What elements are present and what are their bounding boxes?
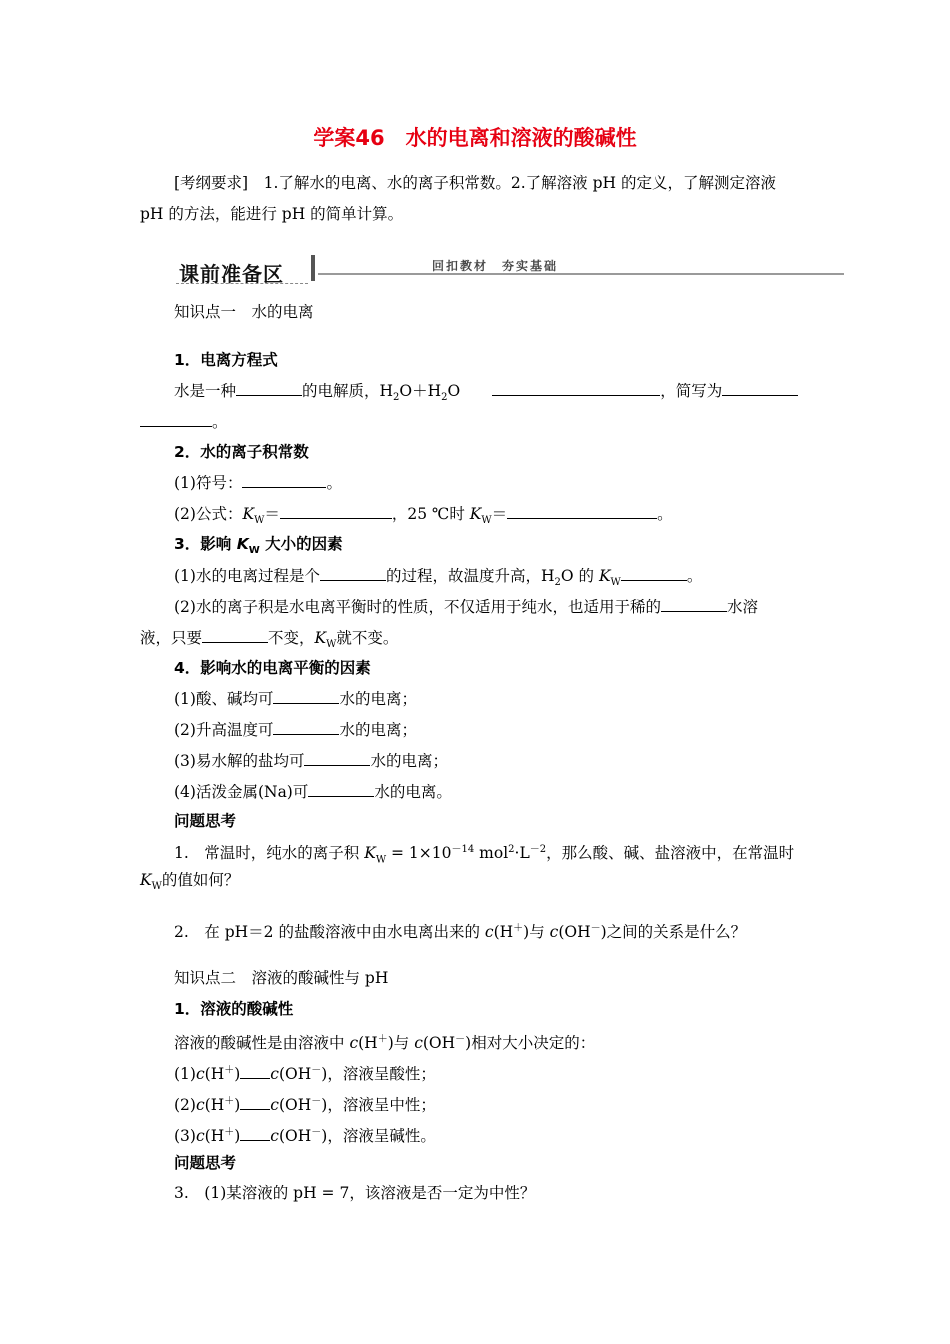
banner-rule [318, 273, 844, 275]
question-1: 1. 常温时，纯水的离子积 $K_W = 1\times 10^{-14}$ $mol^2\cdot L^{-2}$，那么酸、碱、盐溶液中，在常温时 [174, 844, 795, 866]
question-2: 2. 在 pH＝2 的盐酸溶液中由水电离出来的 c(H＋)与 c(OH－)之间的关系是什么？ [174, 923, 747, 942]
page-title: 学案46 水的电离和溶液的酸碱性 [313, 126, 637, 150]
kp1-s1-line: 水是一种 的电解质，$H_2O+H_2O$ ，简写为 [174, 380, 798, 408]
banner-dash [176, 283, 308, 284]
section-banner [174, 253, 844, 285]
kp1-s3-p2: (2)水的离子积是水电离平衡时的性质，不仅适用于纯水，也适用于稀的 水溶 [174, 598, 758, 616]
kp1-s4-p1: (1)酸、碱均可 水的电离； [174, 690, 417, 708]
kp1-s4-p2: (2)升高温度可 水的电离； [174, 721, 417, 739]
kp1-heading: 知识点一 水的电离 [174, 303, 314, 321]
banner-bar [311, 255, 315, 281]
answer-blank[interactable] [202, 627, 268, 643]
answer-blank[interactable] [507, 503, 657, 519]
kp1-s4-p3: (3)易水解的盐均可 水的电离； [174, 752, 448, 770]
kp1-s2-title: 2．水的离子积常数 [174, 443, 309, 461]
answer-blank[interactable] [242, 472, 326, 488]
answer-blank[interactable] [661, 596, 727, 612]
question-3: 3. (1)某溶液的 pH = 7，该溶液是否一定为中性？ [174, 1184, 536, 1202]
banner-subtitle: 回扣教材 夯实基础 [432, 259, 559, 273]
question-1-cont: $K_W$的值如何？ [140, 871, 240, 893]
requirements-line-1: [考纲要求] 1.了解水的电离、水的离子积常数。2.了解溶液 pH 的定义，了解测定溶液 [174, 174, 776, 192]
answer-blank[interactable] [308, 781, 374, 797]
answer-blank[interactable] [240, 1063, 270, 1079]
kp2-intro: 溶液的酸碱性是由溶液中 c(H＋)与 c(OH－)相对大小决定的： [174, 1034, 596, 1053]
banner-title: 课前准备区 [179, 262, 284, 286]
kp1-s2-p1: (1)符号： 。 [174, 474, 342, 492]
kp2-heading: 知识点二 溶液的酸碱性与 pH [174, 969, 389, 987]
kp1-s3-p2-cont: 液，只要 不变，$K_W$就不变。 [140, 629, 399, 651]
answer-blank[interactable] [320, 565, 386, 581]
kp2-think-heading: 问题思考 [174, 1154, 237, 1172]
answer-blank[interactable] [621, 565, 687, 581]
answer-blank[interactable] [240, 1125, 270, 1141]
kp1-s2-p2: (2)公式：$K_W=$ ，25 ℃时 $K_W=$ 。 [174, 505, 673, 527]
kp1-s1-title: 1．电离方程式 [174, 351, 278, 369]
kp1-s3-title: 3．影响 $K_W$ 大小的因素 [174, 535, 343, 557]
requirements-line-2: pH 的方法，能进行 pH 的简单计算。 [140, 205, 404, 223]
answer-blank[interactable] [236, 380, 302, 396]
kp1-s1-line-2: 。 [140, 411, 228, 432]
answer-blank[interactable] [240, 1094, 270, 1110]
kp2-p3: (3)c(H＋) c(OH－)，溶液呈碱性。 [174, 1127, 436, 1146]
kp2-s1-title: 1．溶液的酸碱性 [174, 1000, 294, 1018]
kp2-p1: (1)c(H＋) c(OH－)，溶液呈酸性； [174, 1065, 436, 1084]
kp1-s3-p1: (1)水的电离过程是个 的过程，故温度升高，$H_2O$ 的 $K_W$ 。 [174, 567, 703, 589]
answer-blank[interactable] [273, 719, 339, 735]
answer-blank[interactable] [304, 750, 370, 766]
answer-blank[interactable] [140, 411, 212, 427]
answer-blank[interactable] [280, 503, 392, 519]
answer-blank[interactable] [273, 688, 339, 704]
answer-blank[interactable] [722, 380, 798, 396]
kp2-p2: (2)c(H＋) c(OH－)，溶液呈中性； [174, 1096, 436, 1115]
kp1-think-heading: 问题思考 [174, 812, 237, 830]
kp1-s4-title: 4．影响水的电离平衡的因素 [174, 659, 371, 677]
answer-blank[interactable] [492, 380, 660, 396]
kp1-s4-p4: (4)活泼金属(Na)可 水的电离。 [174, 783, 452, 801]
